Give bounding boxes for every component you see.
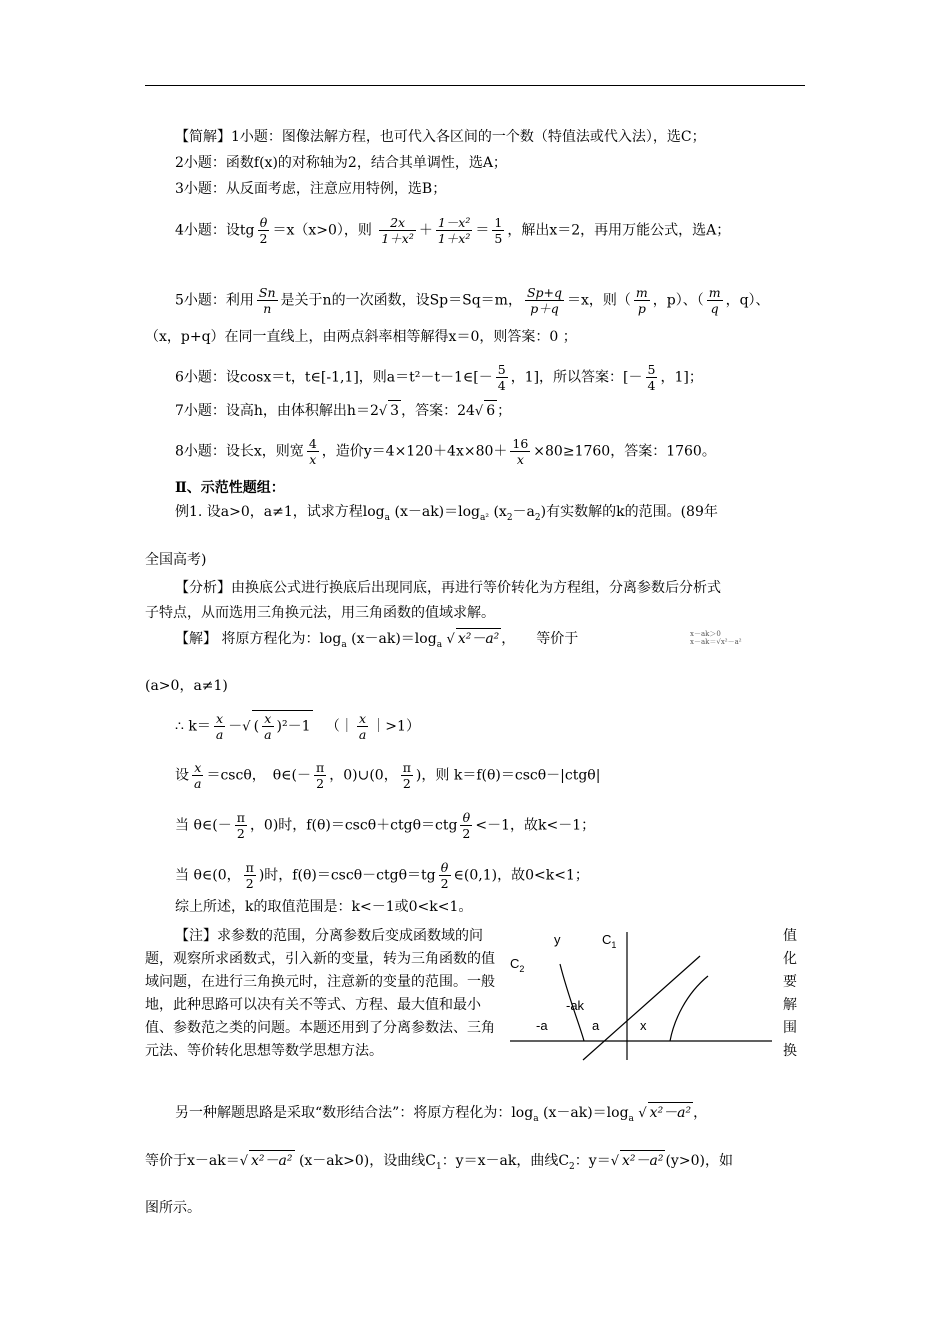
solution-q3: 3小题：从反面考虑，注意应用特例，选B；: [175, 181, 447, 197]
header-rule: [145, 85, 805, 86]
function-graph-figure: [510, 930, 772, 1062]
solution-q1: 【简解】1小题：图像法解方程，也可代入各区间的一个数（特值法或代入法），选C；: [175, 129, 706, 145]
solution-q6: 6小题：设cosx＝t，t∈[-1,1]，则a＝t²－t－1∈[－ $\frac{5}{4}$ ，1]，所以答案：[－ $\frac{5}{4}$ ，1]；: [175, 362, 703, 393]
alternative-line2: 等价于x－ak＝√ x²－a² (x－ak>0)，设曲线$C_1$：y＝x－ak，曲线$C_2$：y＝√ x²－a² (y>0)，如: [145, 1150, 815, 1177]
solution-condition: (a>0，a≠1): [145, 678, 228, 694]
alternative-line1: 另一种解题思路是采取“数形结合法”：将原方程化为：$\log_a (x-ak)=\log_a$ √ x²－a² ，: [175, 1102, 845, 1129]
theta-half-fraction: $\frac{\theta}{2}$: [259, 215, 268, 246]
solution-q7: 7小题：设高h，由体积解出h＝2√ 3 ，答案：24√ 6 ；: [175, 400, 845, 422]
solution-summary: 综上所述，k的取值范围是：k<－1或0<k<1。: [175, 899, 473, 915]
graph-label-x: x: [640, 1018, 647, 1033]
graph-label-a: a: [592, 1018, 600, 1033]
solution-transform: 【解】 将原方程化为：$\log_a (x-ak)=\log_a$ √ x²－a² ， 等价于: [175, 628, 845, 655]
section-title: Ⅱ、示范性题组：: [175, 480, 285, 496]
graph-label-c2: $C_2$: [510, 956, 525, 974]
note-side-characters: 值 化 要 解 围 换: [783, 928, 797, 1059]
equation-system-brace: x－ak＞0 x－ak＝√x²－a²: [690, 630, 742, 646]
analysis-line1: 【分析】由换底公式进行换底后出现同底，再进行等价转化为方程组，分离参数后分析式: [175, 580, 721, 596]
solution-case1: 当 θ∈(－ $\frac{\pi}{2}$ ，0)时，f(θ)＝cscθ＋ctgθ＝ctg $\frac{\theta}{2}$ <－1，故k<－1；: [175, 810, 596, 841]
solution-k-expression: ∴ k＝ $\frac{x}{a}$ －√ ( $\frac{x}{a}$ )²－1 （｜ $\frac{x}{a}$ ｜>1）: [175, 711, 420, 742]
graph-label-neg-ak: -ak: [566, 998, 585, 1013]
graph-label-neg-a: -a: [536, 1018, 548, 1033]
solution-q5: 5小题：利用 $\frac{Sn}{n}$ 是关于n的一次函数，设Sp＝Sq＝m， $\frac{Sp+q}{p+q}$ ＝x，则（ $\frac{m}{p}$ ，p）、（ $\frac{m}{q}$ ，q）、: [175, 285, 770, 316]
solution-case2: 当 θ∈(0， $\frac{\pi}{2}$ )时，f(θ)＝cscθ－ctgθ＝tg $\frac{\theta}{2}$ ∈(0,1)，故0<k<1；: [175, 860, 589, 891]
solution-q8: 8小题：设长x，则宽 $\frac{4}{x}$ ，造价y＝4×120＋4x×80＋ $\frac{16}{x}$ ×80≥1760，答案：1760。: [175, 436, 716, 467]
example1-statement: 例1. 设a>0，a≠1，试求方程$\log_a (x-ak)=\log_{a^2}$ $(x_2-a_2)$有实数解的k的范围。(89年: [175, 504, 718, 523]
analysis-line2: 子特点，从而选用三角换元法，用三角函数的值域求解。: [145, 605, 495, 621]
example1-source: 全国高考): [145, 552, 207, 568]
note-paragraph: 【注】求参数的范围，分离参数后变成函数域的问题，观察所求函数式，引入新的变量，转为三角函数的值域问题，在进行三角换元时，注意新的变量的范围。一般地，此种思路可以决有关不等式、方程、最大值和最小值、参数范之类的问题。本题还用到了分离参数法、三角元法、等价转化思想等数学思想方法。: [145, 928, 495, 1059]
graph-label-c1: $C_1$: [602, 932, 617, 950]
graph-label-y: y: [554, 932, 561, 947]
solution-substitution: 设 $\frac{x}{a}$ ＝cscθ， θ∈(－ $\frac{\pi}{2}$ ，0)∪(0， $\frac{\pi}{2}$ )，则 k＝f(θ)＝cscθ－|ctgθ|: [175, 760, 601, 791]
alternative-line3: 图所示。: [145, 1200, 201, 1216]
solution-q2: 2小题：函数f(x)的对称轴为2，结合其单调性，选A；: [175, 155, 507, 171]
graph-svg: [510, 930, 772, 1062]
curve-c2-right: [670, 976, 708, 1041]
solution-q4: 4小题：设tg $\frac{\theta}{2}$ ＝x（x>0），则 $\frac{2x}{\text{1＋x²}}$ ＋ $\frac{\text{1－x²}}{\text{1＋x²}}$ ＝ $\frac{1}{5}$ ，解出x＝2，再用万能公式，选A；: [175, 215, 731, 246]
solution-q5-cont: （x，p+q）在同一直线上，由两点斜率相等解得x＝0，则答案：0 ；: [145, 329, 577, 345]
